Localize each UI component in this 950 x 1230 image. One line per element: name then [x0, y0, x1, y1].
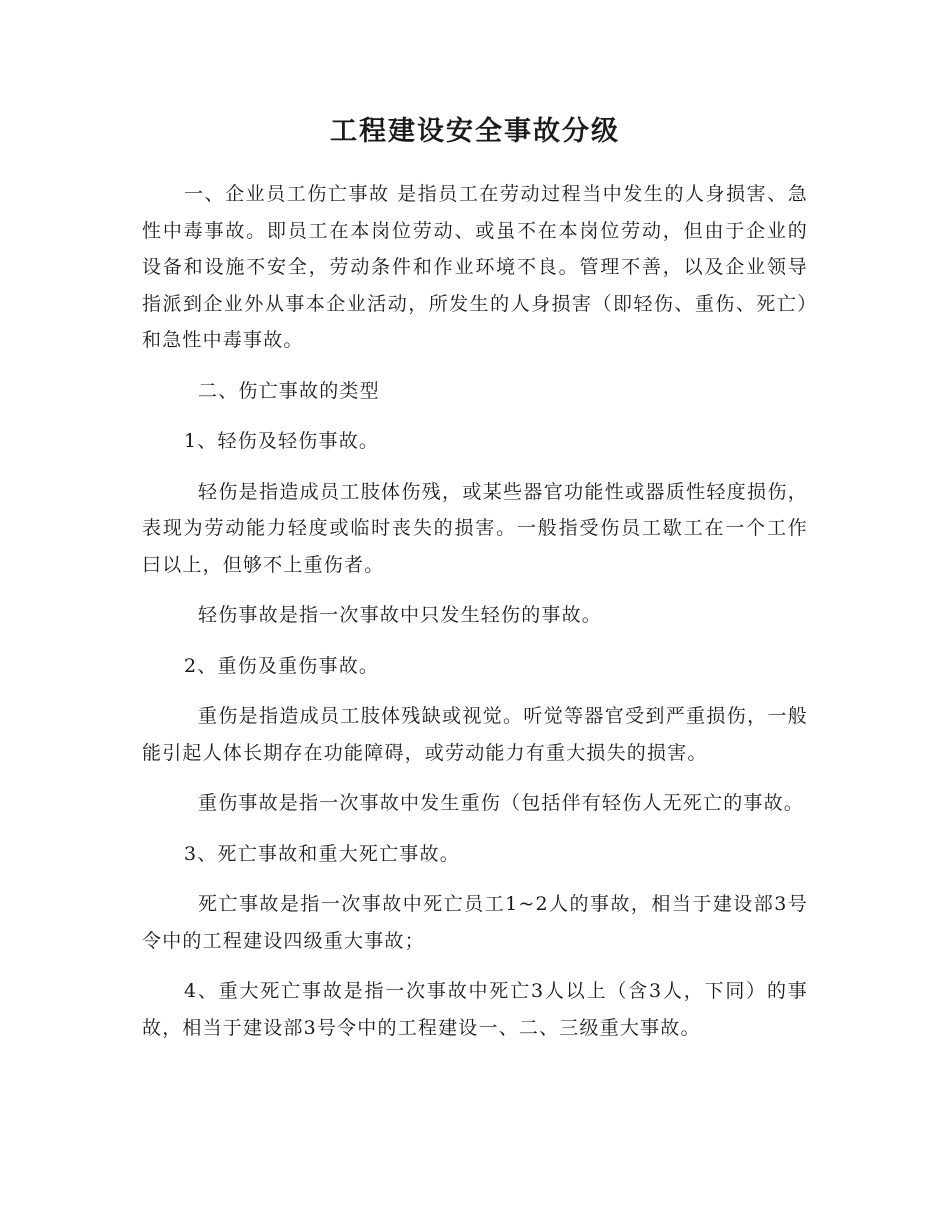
paragraph-definition: 一、企业员工伤亡事故 是指员工在劳动过程当中发生的人身损害、急性中毒事故。即员工在本岗位劳动、或虽不在本岗位劳动，但由于企业的设备和设施不安全，劳动条件和作业环境不良。管理不善，以及企业领导指派到企业外从事本企业活动，所发生的人身损害（即轻伤、重伤、死亡）和急性中毒事故。: [142, 183, 808, 351]
paragraph-serious-injury-definition: 重伤是指造成员工肢体残缺或视觉。听觉等器官受到严重损伤，一般能引起人体长期存在功能障碍，或劳动能力有重大损失的损害。: [142, 705, 808, 764]
document-page: [142, 112, 808, 1046]
paragraph-minor-injury-definition: 轻伤是指造成员工肢体伤残，或某些器官功能性或器质性轻度损伤，表现为劳动能力轻度或临时丧失的损害。一般指受伤员工歇工在一个工作曰以上，但够不上重伤者。: [142, 480, 808, 576]
paragraph-major-death-accident: 4、重大死亡事故是指一次事故中死亡3人以上（含3人，下同）的事故，相当于建设部3号令中的工程建设一、二、三级重大事故。: [142, 980, 808, 1039]
paragraph-serious-injury-accident: 重伤事故是指一次事故中发生重伤（包括伴有轻伤人无死亡的事故。: [198, 792, 805, 814]
paragraph-death-heading: 3、死亡事故和重大死亡事故。: [184, 842, 460, 865]
paragraph-minor-injury-accident: 轻伤事故是指一次事故中只发生轻伤的事故。: [198, 604, 603, 626]
paragraph-types-heading: 二、伤亡事故的类型: [198, 379, 380, 402]
document-title: 工程建设安全事故分级: [330, 116, 620, 147]
paragraph-serious-injury-heading: 2、重伤及重伤事故。: [184, 654, 380, 677]
paragraph-minor-injury-heading: 1、轻伤及轻伤事故。: [184, 430, 380, 452]
paragraph-death-accident: 死亡事故是指一次事故中死亡员工1~2人的事故，相当于建设部3号令中的工程建设四级重大事故；: [142, 893, 808, 952]
